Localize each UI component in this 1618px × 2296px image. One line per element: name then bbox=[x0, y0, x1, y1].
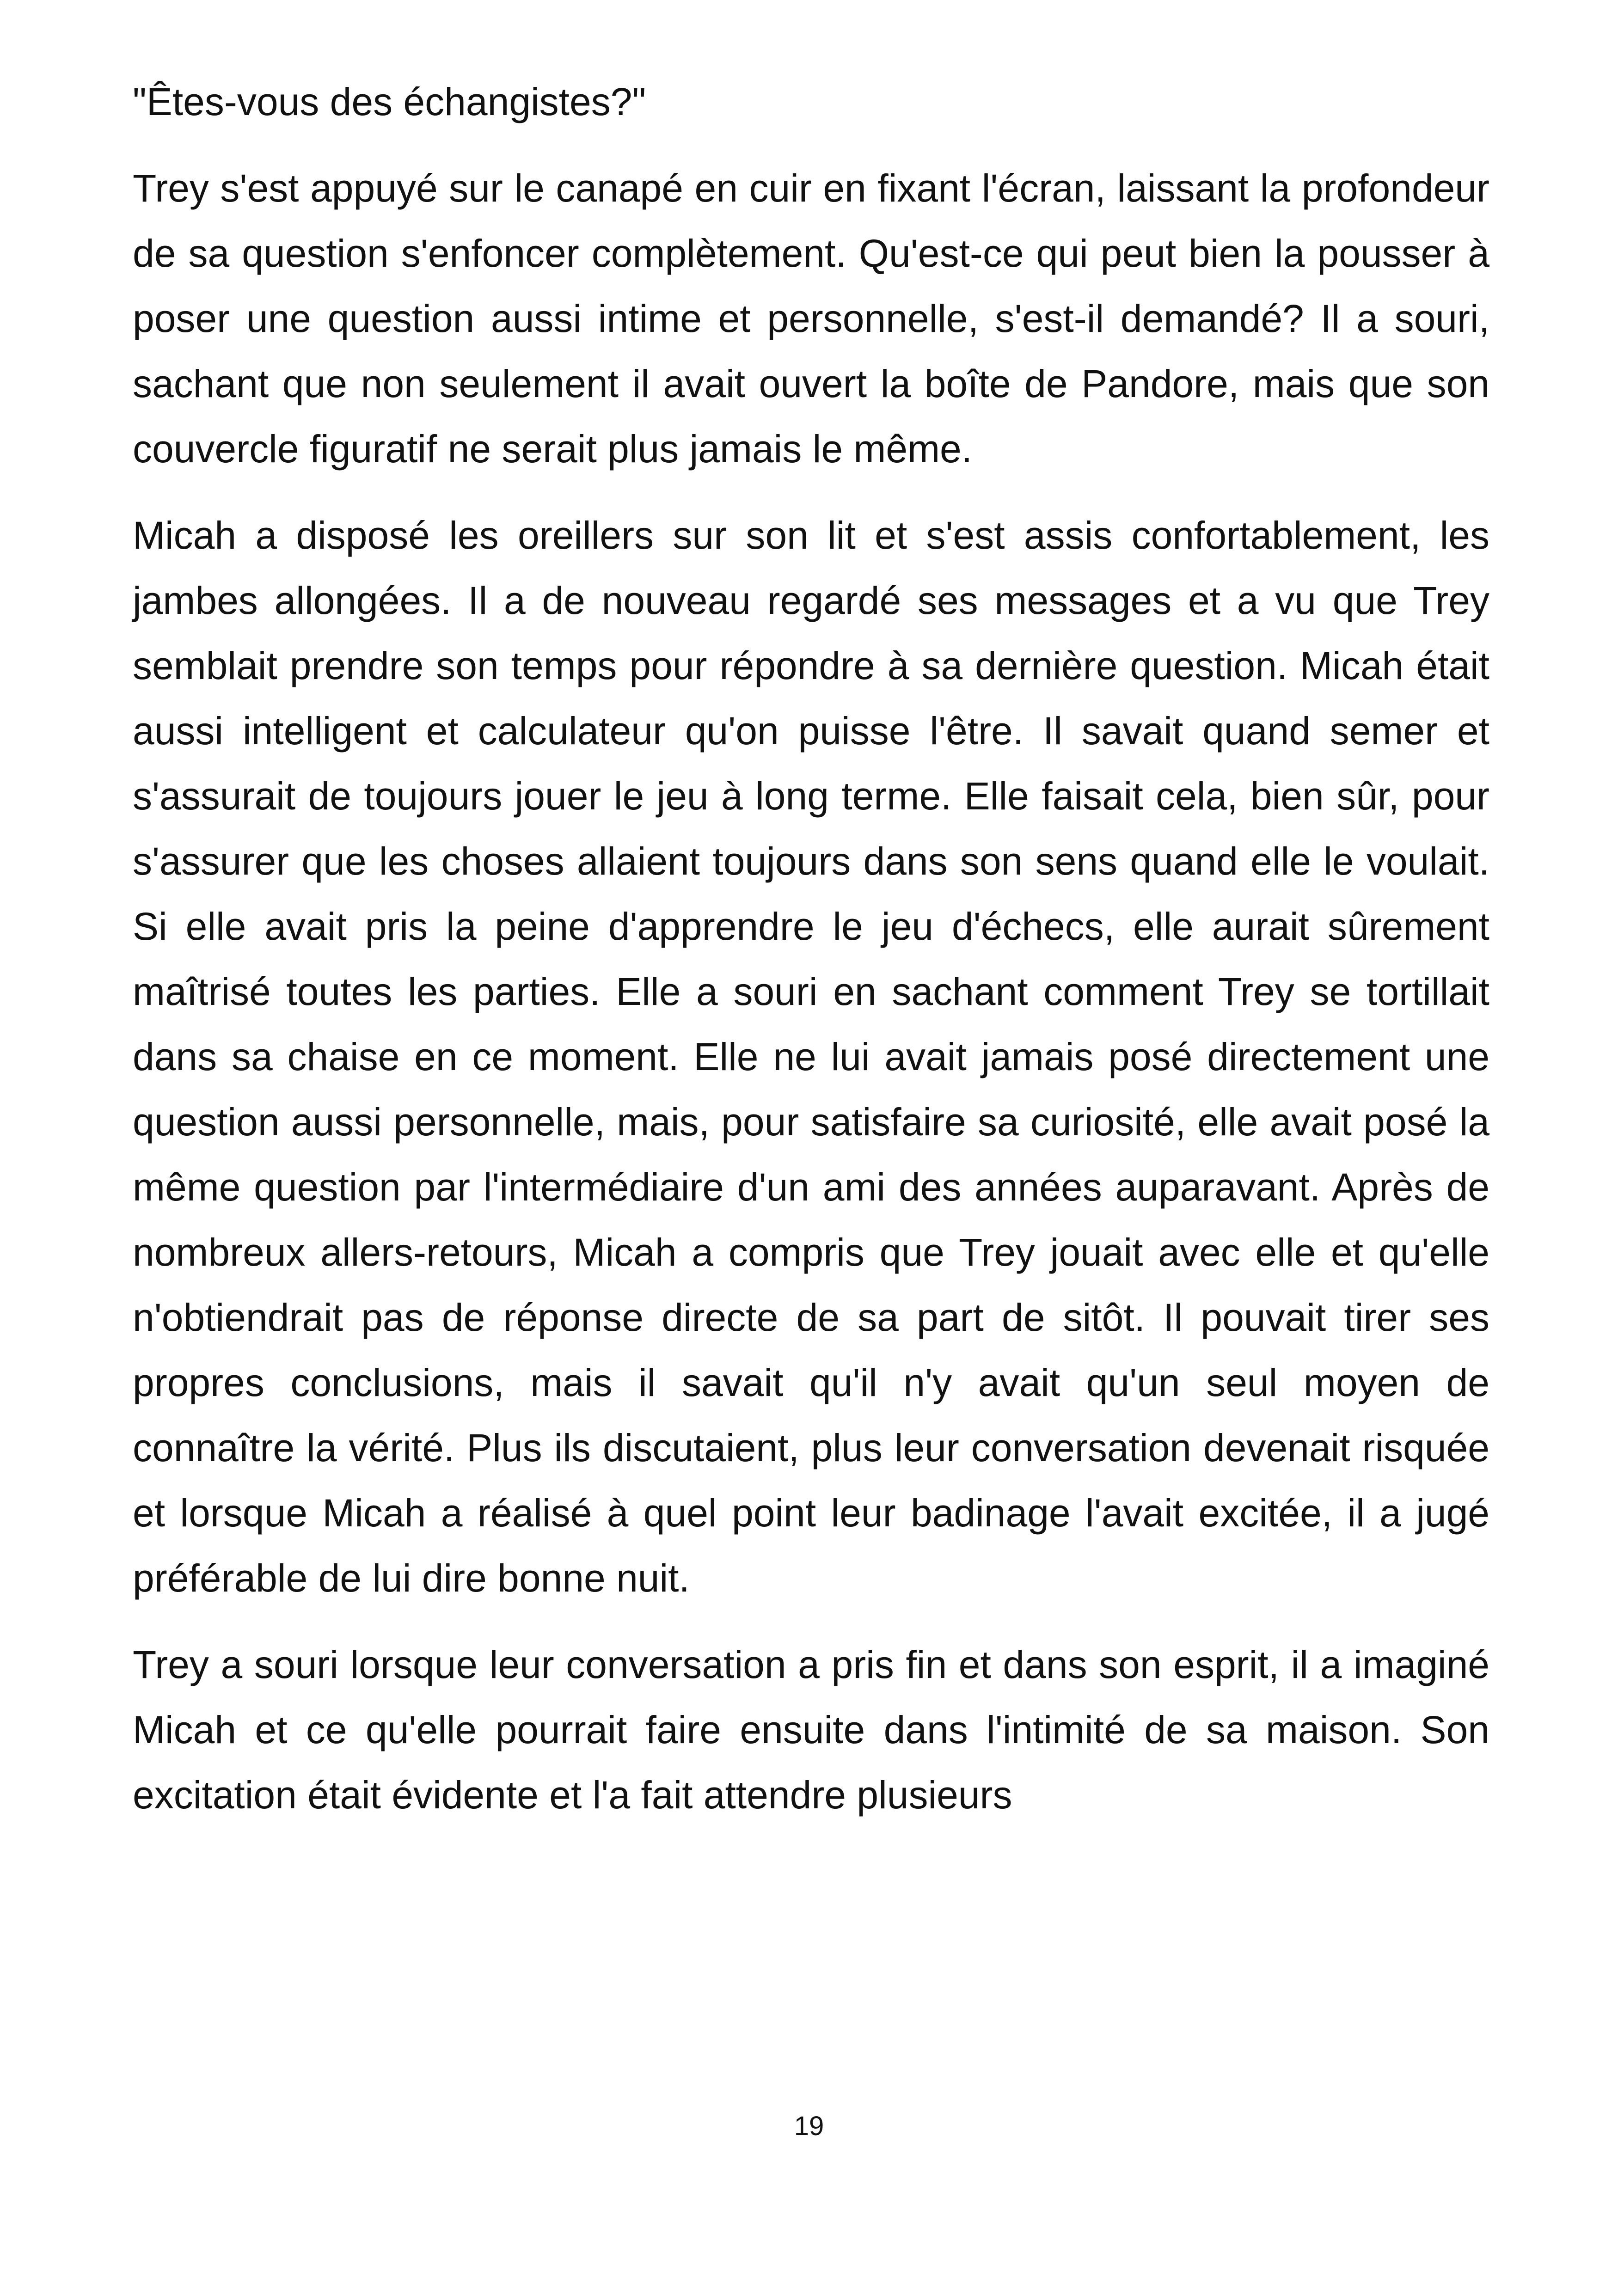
paragraph: Micah a disposé les oreillers sur son lit et s'est assis confortablement, les jambes allongées. Il a de nouveau regardé ses messages et a vu que Trey semblait prendre son temps pour répondre à sa dernière question. Micah était aussi intelligent et calculateur qu'on puisse l'être. Il savait quand semer et s'assurait de toujours jouer le jeu à long terme. Elle faisait cela, bien sûr, pour s'assurer que les choses allaient toujours dans son sens quand elle le voulait. Si elle avait pris la peine d'apprendre le jeu d'échecs, elle aurait sûrement maîtrisé toutes les parties. Elle a souri en sachant comment Trey se tortillait dans sa chaise en ce moment. Elle ne lui avait jamais posé directement une question aussi personnelle, mais, pour satisfaire sa curiosité, elle avait posé la même question par l'intermédiaire d'un ami des années auparavant. Après de nombreux allers-retours, Micah a compris que Trey jouait avec elle et qu'elle n'obtiendrait pas de réponse directe de sa part de sitôt. Il pouvait tirer ses propres conclusions, mais il savait qu'il n'y avait qu'un seul moyen de connaître la vérité. Plus ils discutaient, plus leur conversation devenait risquée et lorsque Micah a réalisé à quel point leur badinage l'avait excitée, il a jugé préférable de lui dire bonne nuit. bbox=[133, 514, 1489, 1600]
paragraph-dialogue: "Êtes-vous des échangistes?" bbox=[133, 80, 646, 123]
paragraph: Trey s'est appuyé sur le canapé en cuir en fixant l'écran, laissant la profondeur de sa question s'enfoncer complètement. Qu'est-ce qui peut bien la pousser à poser une question aussi intime et personnelle, s'est-il demandé? Il a souri, sachant que non seulement il avait ouvert la boîte de Pandore, mais que son couvercle figuratif ne serait plus jamais le même. bbox=[133, 166, 1489, 471]
body-text bbox=[133, 69, 1489, 1849]
paragraph: Trey a souri lorsque leur conversation a pris fin et dans son esprit, il a imaginé Micah et ce qu'elle pourrait faire ensuite dans l'intimité de sa maison. Son excitation était évidente et l'a fait attendre plusieurs bbox=[133, 1643, 1489, 1817]
page-number: 19 bbox=[794, 2111, 824, 2141]
